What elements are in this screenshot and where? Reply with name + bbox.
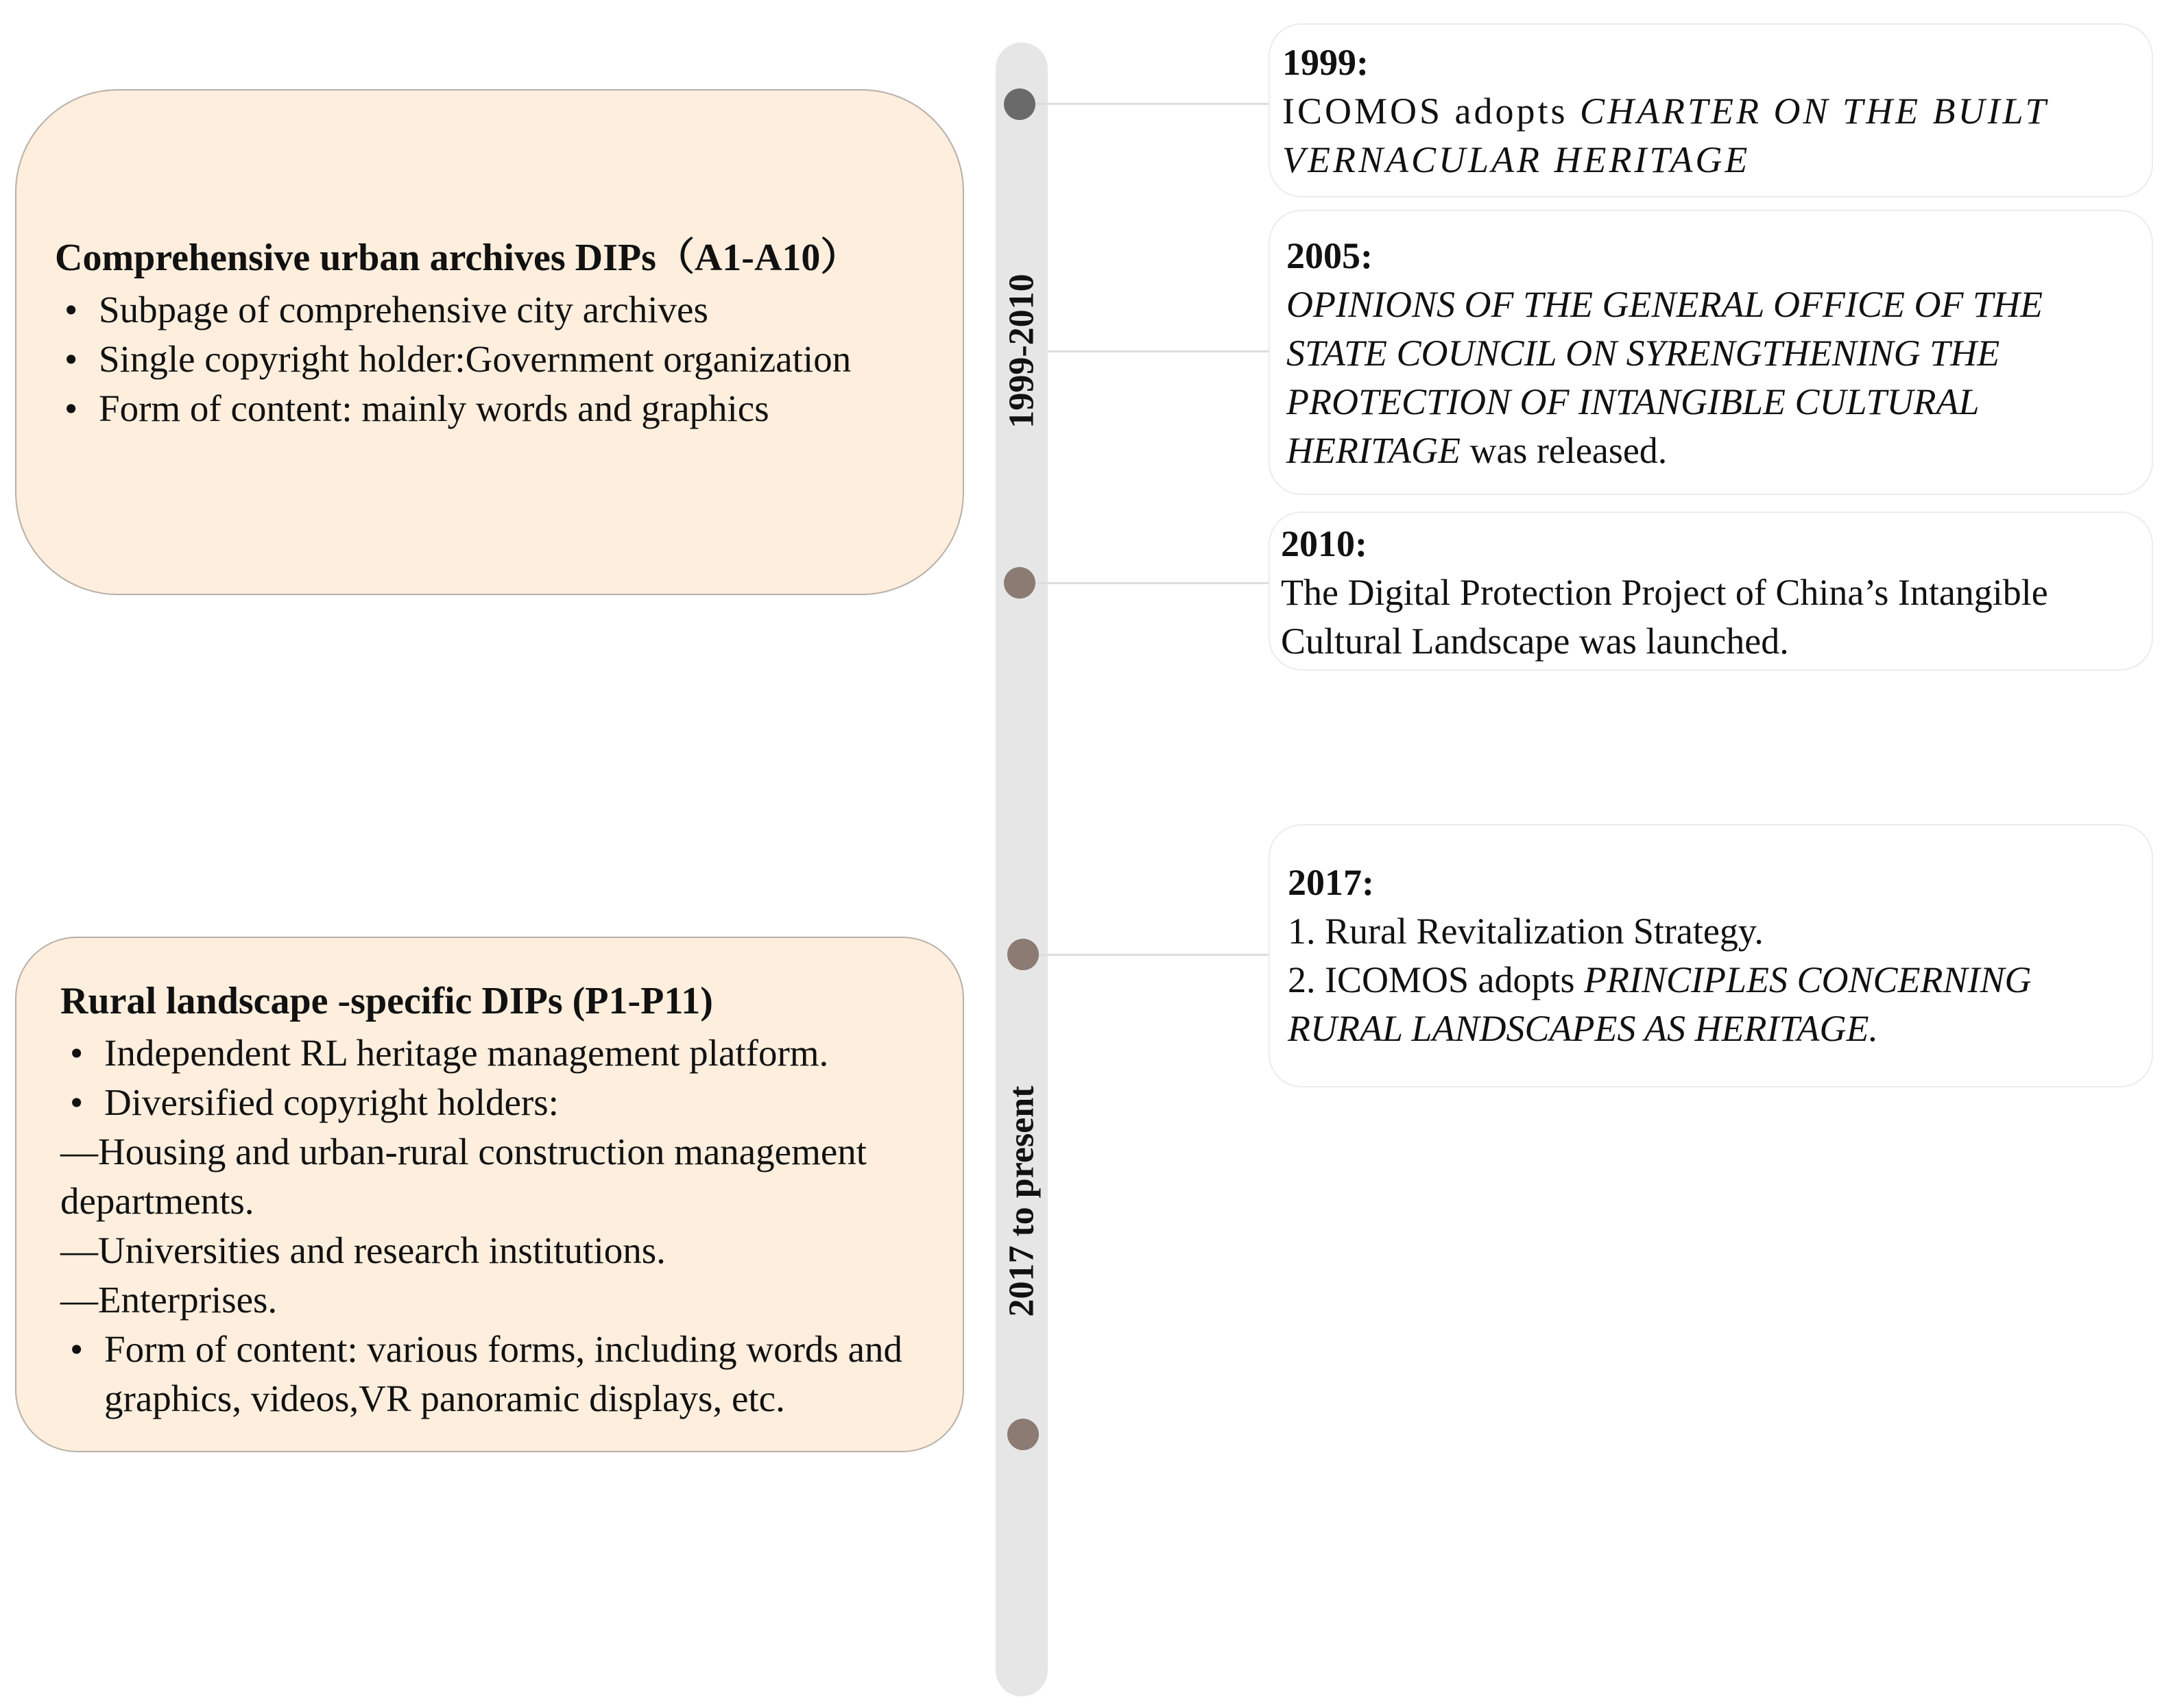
event-box-2010 bbox=[1269, 512, 2153, 671]
timeline-marker-2017 bbox=[1007, 939, 1039, 970]
timeline-marker-2010 bbox=[1004, 567, 1035, 599]
event-text: The Digital Protection Project of China’s Intangible Cultural Landscape was launched. bbox=[1281, 572, 2048, 662]
category-list bbox=[55, 285, 963, 433]
connector-2017 bbox=[1039, 954, 1269, 956]
list-item: • Diversified copyright holders: bbox=[60, 1078, 942, 1127]
sub-list-item: —Enterprises. bbox=[60, 1279, 278, 1321]
connector-2005 bbox=[1048, 350, 1269, 352]
category-list bbox=[60, 1325, 942, 1423]
event-box-2005 bbox=[1269, 210, 2153, 495]
event-year: 2010: bbox=[1281, 523, 1367, 564]
period-label-1999-2010: 1999-2010 bbox=[1002, 274, 1042, 429]
event-year: 1999: bbox=[1282, 42, 1369, 83]
sub-list-item: —Universities and research institutions. bbox=[60, 1229, 666, 1271]
connector-1999 bbox=[1035, 103, 1269, 105]
list-item: • Form of content: mainly words and graphics bbox=[55, 384, 963, 433]
list-item: • Single copyright holder:Government organization bbox=[55, 335, 963, 384]
category-title: Rural landscape -specific DIPs (P1-P11) bbox=[60, 980, 713, 1022]
event-text: OPINIONS OF THE GENERAL OFFICE OF THE STATE COUNCIL ON SYRENGTHENING THE PROTECTION OF INTANGIBLE CULTURAL HERITAGE was released. bbox=[1286, 284, 2043, 471]
list-item: • Independent RL heritage management platform. bbox=[60, 1029, 942, 1078]
event-box-2017 bbox=[1269, 824, 2153, 1087]
category-box-urban-archives bbox=[15, 89, 964, 595]
connector-2010 bbox=[1035, 582, 1269, 584]
event-text: ICOMOS adopts CHARTER ON THE BUILT VERNACULAR HERITAGE bbox=[1282, 91, 2048, 180]
event-year: 2005: bbox=[1286, 235, 1373, 276]
category-box-rural-landscape bbox=[15, 937, 964, 1452]
list-item: • Form of content: various forms, including words and graphics, videos,VR panoramic displays, etc. bbox=[60, 1325, 942, 1423]
event-box-1999 bbox=[1269, 23, 2153, 197]
list-item: • Subpage of comprehensive city archives bbox=[55, 285, 963, 335]
timeline-marker-end bbox=[1007, 1419, 1039, 1450]
event-year: 2017: bbox=[1288, 862, 1374, 903]
timeline-marker-1999 bbox=[1004, 88, 1035, 120]
category-title: Comprehensive urban archives DIPs（A1-A10） bbox=[55, 237, 859, 279]
category-list bbox=[60, 1029, 942, 1127]
sub-list-item: —Housing and urban-rural construction management departments. bbox=[60, 1131, 867, 1222]
period-label-2017-present: 2017 to present bbox=[1002, 1085, 1042, 1317]
event-text: 2. ICOMOS adopts PRINCIPLES CONCERNING RURAL LANDSCAPES AS HERITAGE. bbox=[1288, 959, 2032, 1049]
event-text: 1. Rural Revitalization Strategy. bbox=[1288, 911, 1764, 952]
